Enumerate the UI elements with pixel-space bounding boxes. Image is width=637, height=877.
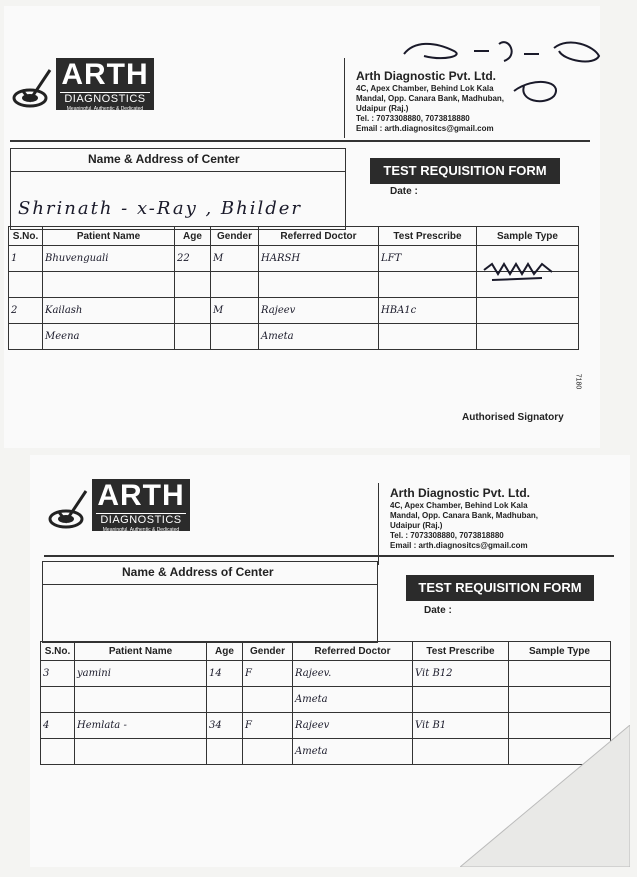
cell-doctor: Rajeev: [259, 298, 379, 324]
company-address-3: Udaipur (Raj.): [390, 521, 443, 530]
cell-name: [75, 687, 207, 713]
divider: [378, 483, 379, 565]
cell-test: Vit B1: [413, 713, 509, 739]
center-handwritten: Shrinath - x-Ray , Bhilder: [18, 198, 303, 219]
target-check-icon: [48, 489, 88, 529]
cell-sno: [41, 687, 75, 713]
cell-doctor: [259, 272, 379, 298]
col-gender: Gender: [211, 227, 259, 246]
table-row: [9, 298, 579, 324]
cell-name: [75, 739, 207, 765]
brand-name: ARTH: [61, 58, 149, 91]
col-sno: S.No.: [9, 227, 43, 246]
cell-name: Hemlata -: [75, 713, 207, 739]
cell-sno: 2: [9, 298, 43, 324]
cell-doctor: Rajeev: [293, 713, 413, 739]
date-label: Date :: [390, 186, 418, 197]
company-name: Arth Diagnostic Pvt. Ltd.: [356, 69, 497, 83]
col-referred-doctor: Referred Doctor: [293, 642, 413, 661]
cell-gender: M: [211, 246, 259, 272]
company-address-3: Udaipur (Raj.): [356, 104, 409, 113]
folded-corner: [460, 725, 630, 867]
company-email: Email : arth.diagnositcs@gmail.com: [356, 124, 494, 133]
cell-doctor: Ameta: [293, 739, 413, 765]
table-header: [9, 227, 579, 246]
cell-doctor: Ameta: [259, 324, 379, 350]
cell-sno: 4: [41, 713, 75, 739]
patient-table: [8, 226, 579, 350]
side-code: 7180: [574, 373, 582, 390]
company-address-1: 4C, Apex Chamber, Behind Lok Kala: [356, 84, 494, 93]
center-label: Name & Address of Center: [122, 565, 274, 579]
cell-name: yamini: [75, 661, 207, 687]
cell-age: 14: [207, 661, 243, 687]
header-rule: [10, 140, 590, 142]
cell-gender: F: [243, 713, 293, 739]
handwritten-scribble: [394, 36, 604, 116]
cell-test: [413, 687, 509, 713]
cell-doctor: HARSH: [259, 246, 379, 272]
cell-sno: 3: [41, 661, 75, 687]
brand-sub: DIAGNOSTICS: [60, 92, 150, 106]
col-referred-doctor: Referred Doctor: [259, 227, 379, 246]
cell-sample: [509, 687, 611, 713]
brand-sub: DIAGNOSTICS: [96, 513, 186, 527]
target-check-icon: [12, 68, 52, 108]
col-sno: S.No.: [41, 642, 75, 661]
center-label: Name & Address of Center: [88, 152, 240, 166]
cell-test: [379, 324, 477, 350]
cell-sno: [41, 739, 75, 765]
company-email: Email : arth.diagnositcs@gmail.com: [390, 541, 528, 550]
col-gender: Gender: [243, 642, 293, 661]
col-test-prescribe: Test Prescribe: [413, 642, 509, 661]
cell-test: LFT: [379, 246, 477, 272]
cell-sample: [477, 298, 579, 324]
brand-tagline: Meaningful, Authentic & Dedicated: [102, 527, 180, 533]
divider: [344, 58, 345, 138]
cell-sno: [9, 324, 43, 350]
table-row: [9, 324, 579, 350]
table-row: [41, 661, 611, 687]
company-address-2: Mandal, Opp. Canara Bank, Madhuban,: [390, 511, 539, 520]
form-title: TEST REQUISITION FORM: [370, 158, 560, 184]
cell-test: [379, 272, 477, 298]
cell-name: [43, 272, 175, 298]
cell-age: 34: [207, 713, 243, 739]
col-patient-name: Patient Name: [75, 642, 207, 661]
cell-doctor: Ameta: [293, 687, 413, 713]
table-header: [41, 642, 611, 661]
cell-age: 22: [175, 246, 211, 272]
col-patient-name: Patient Name: [43, 227, 175, 246]
company-address-1: 4C, Apex Chamber, Behind Lok Kala: [390, 501, 528, 510]
cell-doctor: Rajeev.: [293, 661, 413, 687]
cell-age: [175, 272, 211, 298]
cell-gender: [243, 687, 293, 713]
cell-name: Kailash: [43, 298, 175, 324]
cell-gender: M: [211, 298, 259, 324]
company-info: [390, 485, 538, 551]
cell-age: [207, 739, 243, 765]
cell-gender: [243, 739, 293, 765]
col-sample-type: Sample Type: [509, 642, 611, 661]
cell-name: Meena: [43, 324, 175, 350]
cell-age: [175, 324, 211, 350]
brand-name: ARTH: [97, 479, 185, 512]
requisition-form-2: [30, 455, 630, 867]
table-row: [41, 687, 611, 713]
cell-gender: [211, 272, 259, 298]
form-title: TEST REQUISITION FORM: [406, 575, 594, 601]
date-label: Date :: [424, 605, 452, 616]
cell-sample: [477, 324, 579, 350]
cell-gender: F: [243, 661, 293, 687]
cell-test: HBA1c: [379, 298, 477, 324]
cell-gender: [211, 324, 259, 350]
sample-scribble: [482, 256, 562, 286]
header-rule: [44, 555, 614, 557]
cell-test: Vit B12: [413, 661, 509, 687]
company-tel: Tel. : 7073308880, 7073818880: [356, 114, 470, 123]
requisition-form-1: [4, 6, 600, 448]
company-name: Arth Diagnostic Pvt. Ltd.: [390, 486, 531, 500]
col-test-prescribe: Test Prescribe: [379, 227, 477, 246]
company-address-2: Mandal, Opp. Canara Bank, Madhuban,: [356, 94, 505, 103]
col-sample-type: Sample Type: [477, 227, 579, 246]
col-age: Age: [207, 642, 243, 661]
cell-name: Bhuvenguali: [43, 246, 175, 272]
cell-sample: [509, 661, 611, 687]
col-age: Age: [175, 227, 211, 246]
brand-tagline: Meaningful, Authentic & Dedicated: [66, 106, 144, 112]
authorised-signatory: Authorised Signatory: [462, 412, 564, 423]
cell-sno: [9, 272, 43, 298]
cell-age: [207, 687, 243, 713]
cell-age: [175, 298, 211, 324]
cell-sno: 1: [9, 246, 43, 272]
company-tel: Tel. : 7073308880, 7073818880: [390, 531, 504, 540]
